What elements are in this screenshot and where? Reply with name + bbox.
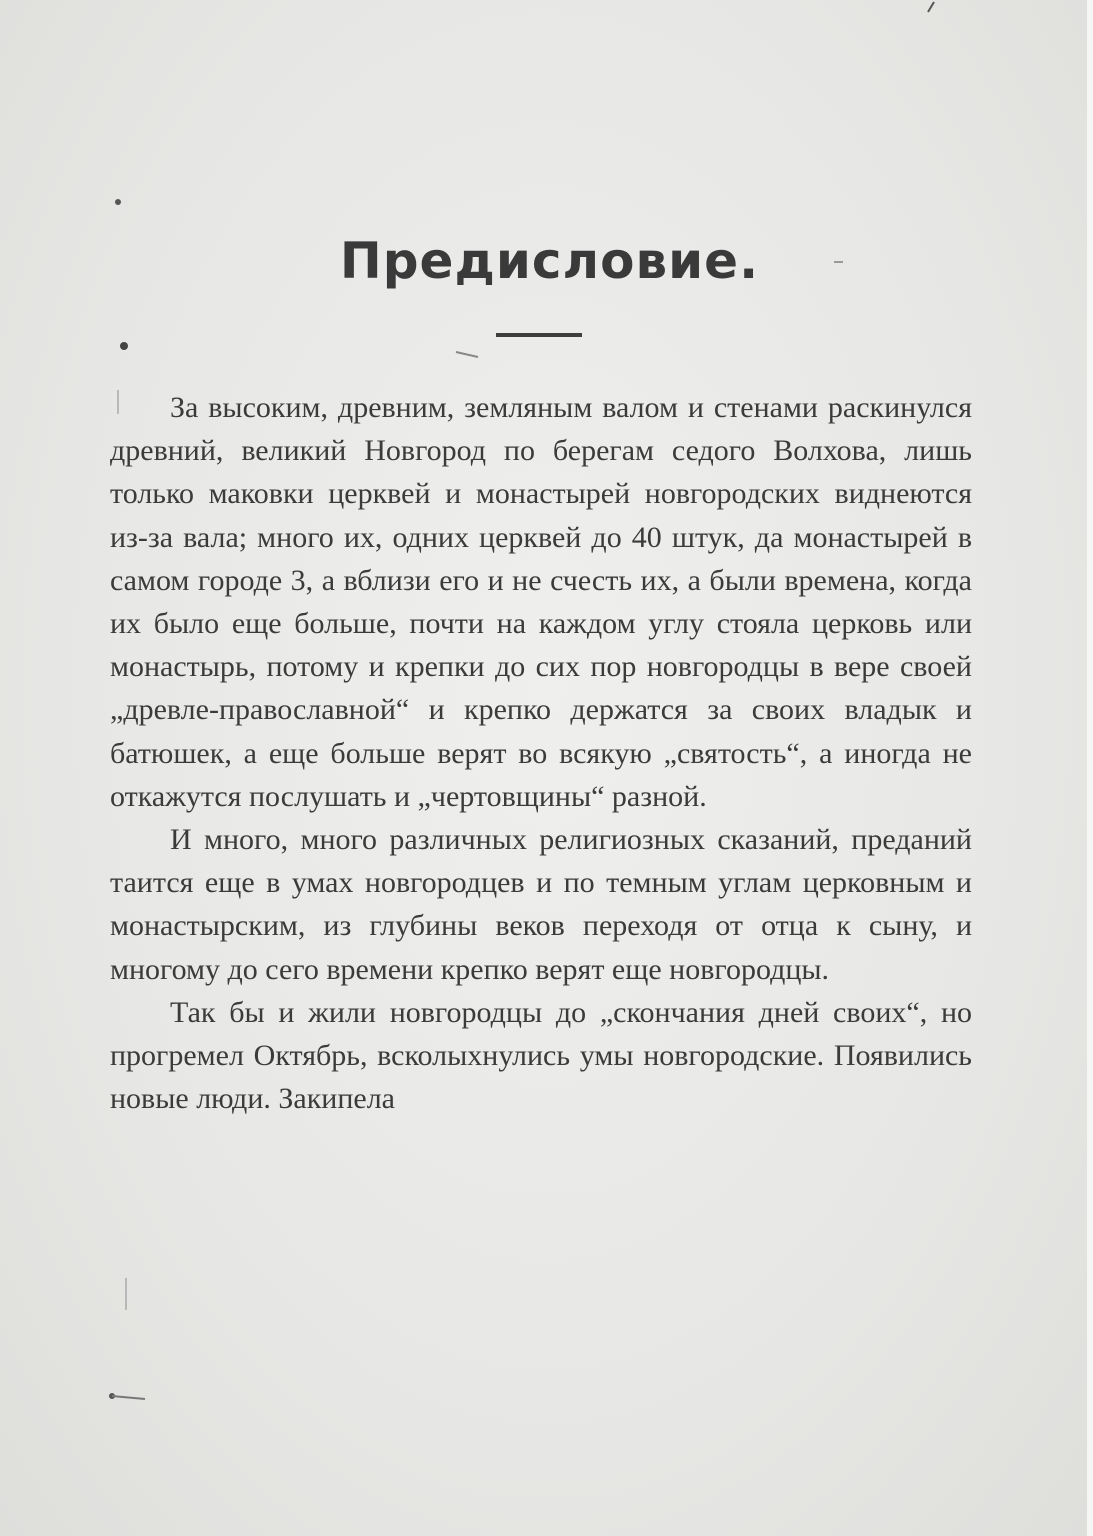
- title-divider: [496, 333, 582, 337]
- page-edge: [1087, 0, 1093, 1536]
- paragraph-2: И много, много различных религиозных сказаний, преданий таится еще в умах новгородцев и по темным углам церковным и монастырским, из глубины веков переходя от отца к сыну, и многому до сего времени крепко верят еще новгородцы.: [110, 823, 972, 986]
- page-title: Предисловие.: [339, 232, 760, 290]
- paragraph-1: За высоким, древним, земляным валом и стенами раскинулся древний, великий Новгород по берегам седого Волхова, лишь только маковки церквей и монастырей новгородских виднеются из-за вала; много их, одних церквей до 40 штук, да монастырей в самом городе 3, а вблизи его и не счесть их, а были времена, когда их было еще больше, почти на каждом углу стояла церковь или монастырь, потому и крепки до сих пор новгородцы в вере своей „древле-православной“ и крепко держатся за своих владык и батюшек, а еще больше верят во всякую „святость“, а иногда не откажутся послушать и „чертовщины“ разной.: [110, 391, 972, 813]
- body-text: [110, 386, 972, 1120]
- paragraph-3: Так бы и жили новгородцы до „скончания дней своих“, но прогремел Октябрь, всколыхнулись умы новгородские. Появились новые люди. Закипела: [110, 995, 972, 1116]
